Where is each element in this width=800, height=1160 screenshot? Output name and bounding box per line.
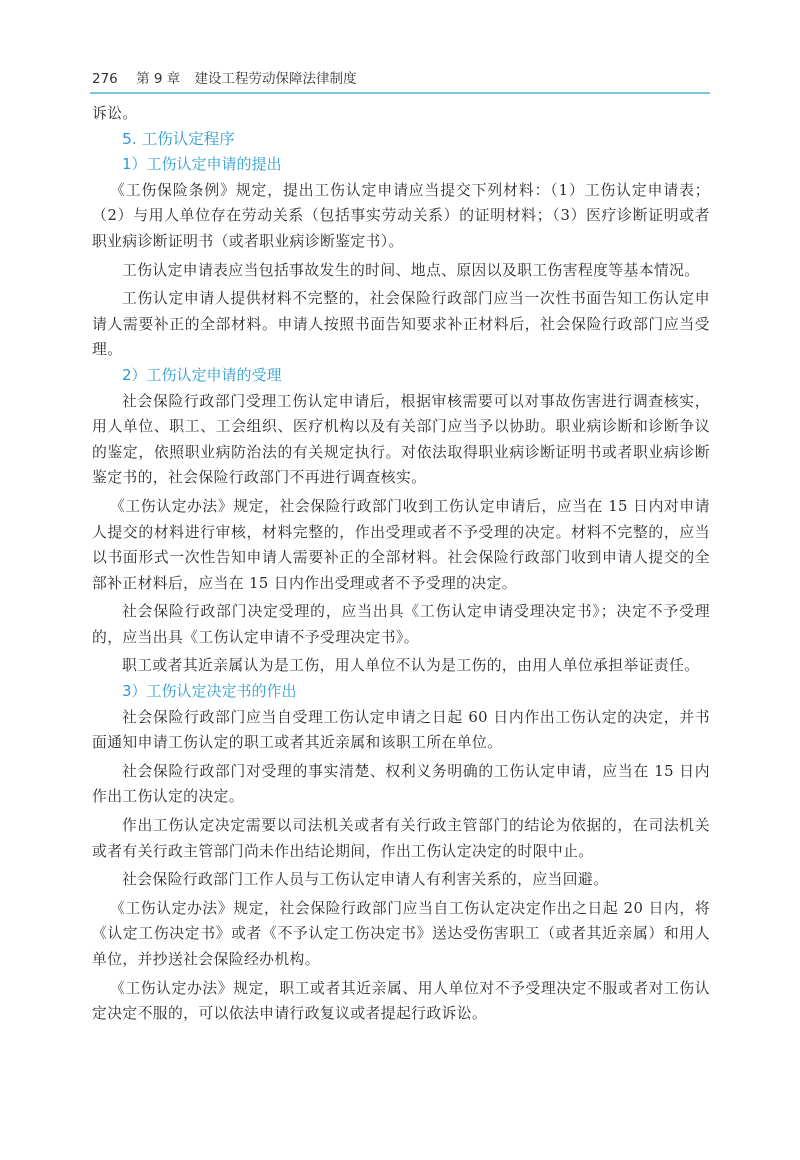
paragraph: 《工伤保险条例》规定，提出工伤认定申请应当提交下列材料：（1）工伤认定申请表；（2）与用人单位存在劳动关系（包括事实劳动关系）的证明材料；（3）医疗诊断证明或者职业病诊断证明书（或者职业病诊断鉴定书）。 bbox=[92, 181, 710, 250]
subsection-heading: 3）工伤认定决定书的作出 bbox=[122, 682, 297, 701]
chapter-number: 第 9 章 bbox=[136, 71, 181, 87]
paragraph: 工伤认定申请人提供材料不完整的，社会保险行政部门应当一次性书面告知工伤认定申请人需要补正的全部材料。申请人按照书面告知要求补正材料后，社会保险行政部门应当受理。 bbox=[92, 290, 710, 359]
carry-over-text: 诉讼。 bbox=[92, 105, 138, 122]
paragraph: 社会保险行政部门对受理的事实清楚、权利义务明确的工伤认定申请，应当在 15 日内作出工伤认定的决定。 bbox=[92, 762, 710, 806]
paragraph: 《工伤认定办法》规定，社会保险行政部门收到工伤认定申请后，应当在 15 日内对申请人提交的材料进行审核，材料完整的，作出受理或者不予受理的决定。材料不完整的，应当以书面形式一次性告知申请人需要补正的全部材料。社会保险行政部门收到申请人提交的全部补正材料后，应当在 15 日内作出受理或者不予受理的决定。 bbox=[92, 497, 710, 592]
chapter-title: 建设工程劳动保障法律制度 bbox=[194, 71, 357, 87]
paragraph: 工伤认定申请表应当包括事故发生的时间、地点、原因以及职工伤害程度等基本情况。 bbox=[122, 261, 700, 279]
section-heading: 5. 工伤认定程序 bbox=[122, 129, 235, 148]
paragraph: 《工伤认定办法》规定，职工或者其近亲属、用人单位对不予受理决定不服或者对工伤认定决定不服的，可以依法申请行政复议或者提起行政诉讼。 bbox=[92, 979, 710, 1023]
running-header bbox=[92, 68, 708, 90]
paragraph: 社会保险行政部门应当自受理工伤认定申请之日起 60 日内作出工伤认定的决定，并书面通知申请工伤认定的职工或者其近亲属和该职工所在单位。 bbox=[92, 708, 710, 752]
page-number: 276 bbox=[92, 71, 118, 87]
paragraph: 职工或者其近亲属认为是工伤，用人单位不认为是工伤的，由用人单位承担举证责任。 bbox=[122, 657, 700, 675]
paragraph: 《工伤认定办法》规定，社会保险行政部门应当自工伤认定决定作出之日起 20 日内，将《认定工伤决定书》或者《不予认定工伤决定书》送达受伤害职工（或者其近亲属）和用人单位，并抄送社会保险经办机构。 bbox=[92, 899, 710, 968]
paragraph: 社会保险行政部门决定受理的，应当出具《工伤认定申请受理决定书》；决定不予受理的，应当出具《工伤认定申请不予受理决定书》。 bbox=[92, 603, 710, 646]
subsection-heading: 1）工伤认定申请的提出 bbox=[122, 155, 282, 174]
subsection-heading: 2）工伤认定申请的受理 bbox=[122, 365, 282, 384]
paragraph: 社会保险行政部门工作人员与工伤认定申请人有利害关系的，应当回避。 bbox=[122, 871, 609, 889]
paragraph: 社会保险行政部门受理工伤认定申请后，根据审核需要可以对事故伤害进行调查核实，用人单位、职工、工会组织、医疗机构以及有关部门应当予以协助。职业病诊断和诊断争议的鉴定，依照职业病防治法的有关规定执行。对依法取得职业病诊断证明书或者职业病诊断鉴定书的，社会保险行政部门不再进行调查核实。 bbox=[92, 392, 710, 487]
header-rule bbox=[90, 92, 710, 94]
paragraph: 作出工伤认定决定需要以司法机关或者有关行政主管部门的结论为依据的，在司法机关或者有关行政主管部门尚未作出结论期间，作出工伤认定决定的时限中止。 bbox=[92, 817, 710, 860]
page-body bbox=[92, 101, 710, 1027]
